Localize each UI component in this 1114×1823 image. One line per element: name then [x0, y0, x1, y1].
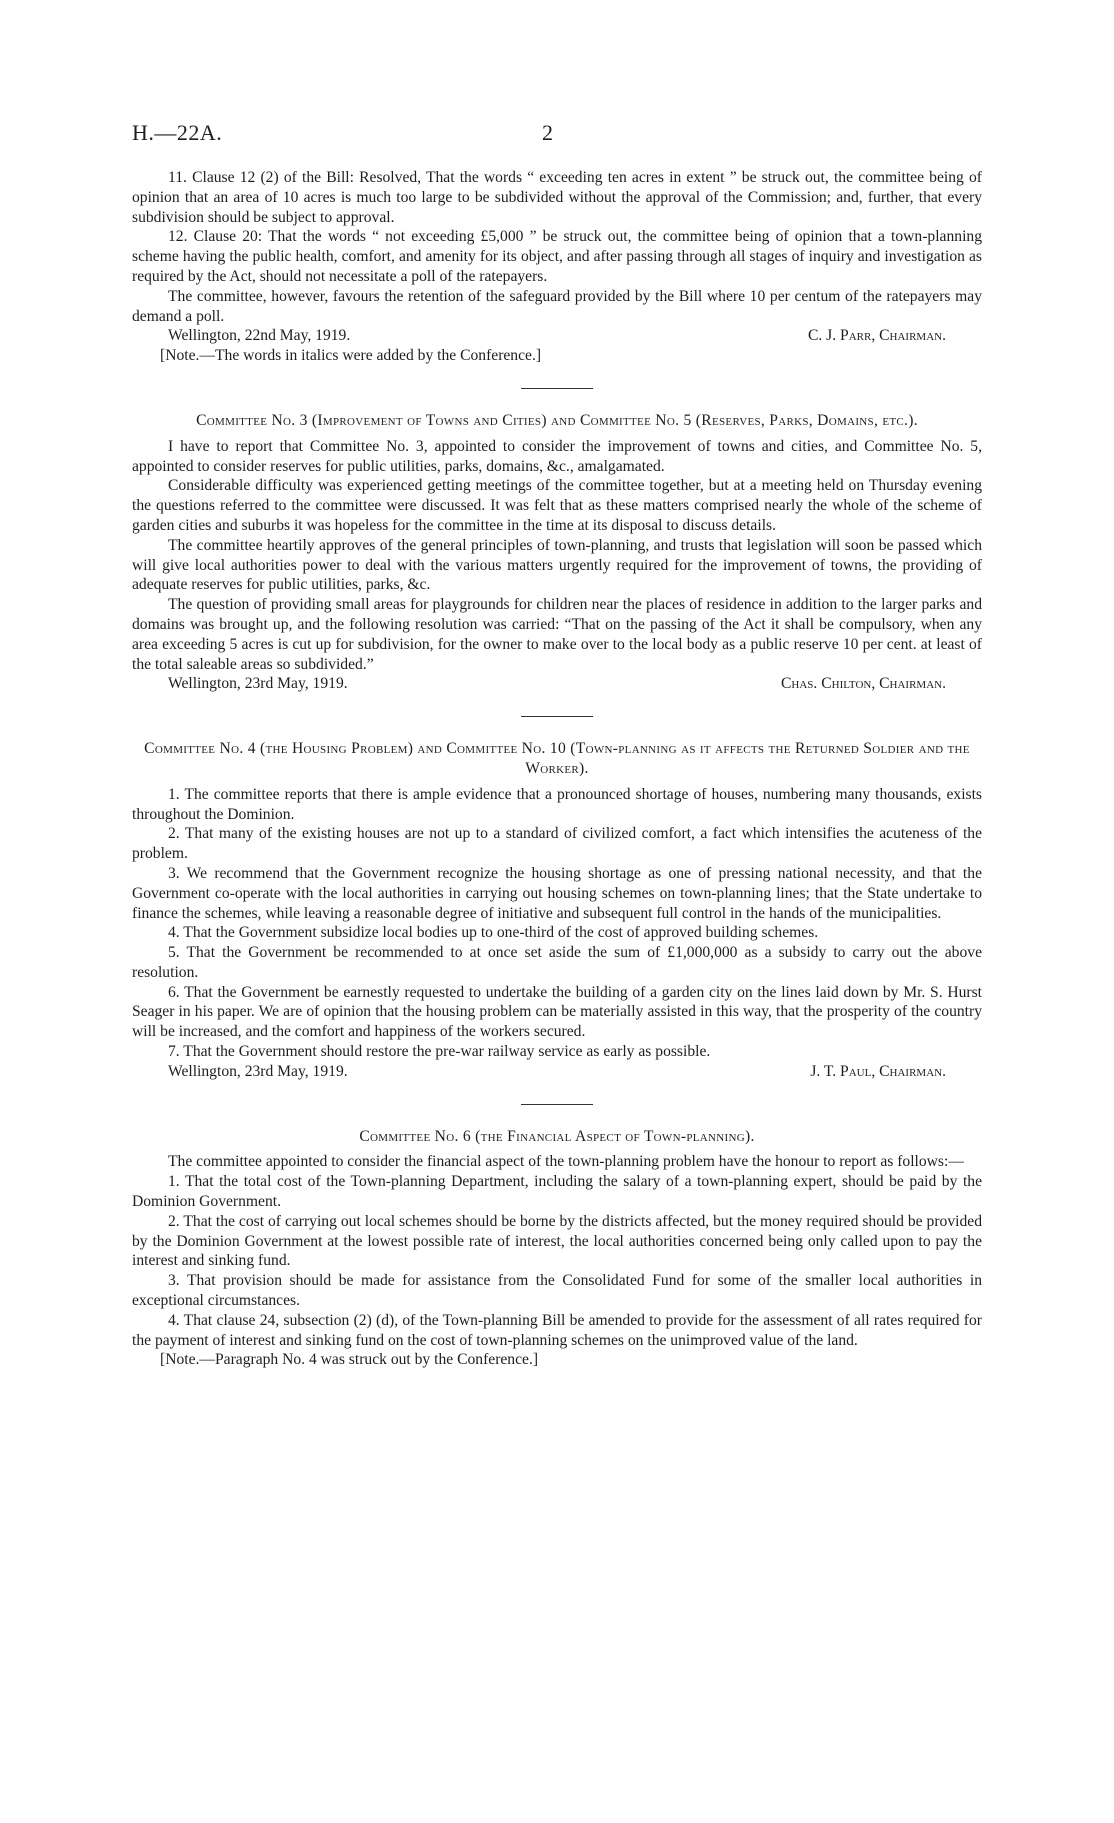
- section-committee-4-and-10: [132, 739, 982, 1082]
- section-committee-3-and-5: [132, 411, 982, 694]
- paragraph: 4. That clause 24, subsection (2) (d), of the Town-planning Bill be amended to provide for the assessment of all rates required for the payment of interest and sinking fund on the cost of town-planning schemes on the unimproved value of the land.: [132, 1311, 982, 1349]
- section-heading: Committee No. 4 (the Housing Problem) and Committee No. 10 (Town-planning as it affects the Returned Soldier and the Worker).: [144, 740, 970, 777]
- paragraph: 7. That the Government should restore the pre-war railway service as early as possible.: [168, 1043, 711, 1061]
- paragraph: The question of providing small areas for playgrounds for children near the places of residence in addition to the larger parks and domains was brought up, and the following resolution was carried: “That on the passing of the Act it shall be compulsory, when any area exceeding 5 acres is cut up for subdivision, for the owner to make over to the local body as a public reserve 10 per cent. at least of the total saleable areas so subdivided.”: [132, 596, 982, 673]
- signature-line: [132, 1062, 982, 1082]
- paragraph: I have to report that Committee No. 3, appointed to consider the improvement of towns and cities, and Committee No. 5, appointed to consider reserves for public utilities, parks, domains, &c., amalgamated.: [132, 437, 982, 475]
- paragraph: Considerable difficulty was experienced getting meetings of the committee together, but at a meeting held on Thursday evening the questions referred to the committee were discussed. It was felt that as these matters comprised nearly the whole of the scheme of garden cities and suburbs it was hopeless for the committee in the time at its disposal to discuss details.: [132, 477, 982, 534]
- paragraph: 1. The committee reports that there is ample evidence that a pronounced shortage of houses, numbering many thousands, exists throughout the Dominion.: [132, 785, 982, 823]
- page-number: 2: [542, 120, 553, 145]
- signature-place-date: Wellington, 23rd May, 1919.: [168, 675, 348, 693]
- editorial-note: [Note.—Paragraph No. 4 was struck out by the Conference.]: [160, 1351, 539, 1369]
- section-divider: [521, 1104, 593, 1105]
- paragraph: 3. That provision should be made for assistance from the Consolidated Fund for some of the smaller local authorities in exceptional circumstances.: [132, 1272, 982, 1310]
- document-code: H.—22A.: [132, 120, 223, 145]
- paragraph: 1. That the total cost of the Town-planning Department, including the salary of a town-planning expert, should be paid by the Dominion Government.: [132, 1173, 982, 1211]
- paragraph-clause-12-2: 11. Clause 12 (2) of the Bill: Resolved, That the words “ exceeding ten acres in extent ” be struck out, the committee being of opinion that an area of 10 acres is much too large to be subdivided without the approval of the Commission; and, further, that every subdivision should be subject to approval.: [132, 169, 982, 226]
- paragraph: 5. That the Government be recommended to at once set aside the sum of £1,000,000 as a subsidy to carry out the above resolution.: [132, 944, 982, 981]
- section-committee-6: [132, 1127, 982, 1371]
- paragraph: 4. That the Government subsidize local bodies up to one-third of the cost of approved building schemes.: [168, 924, 819, 942]
- signature-line: [132, 326, 982, 346]
- signature-line: [132, 674, 982, 694]
- signature-place-date: Wellington, 23rd May, 1919.: [168, 1062, 348, 1080]
- section-divider: [521, 716, 593, 717]
- section-heading: Committee No. 6 (the Financial Aspect of Town-planning).: [359, 1127, 755, 1145]
- signature-chairman: Chas. Chilton, Chairman.: [781, 675, 946, 693]
- page-header: [132, 120, 982, 150]
- section-heading: Committee No. 3 (Improvement of Towns and Cities) and Committee No. 5 (Reserves, Parks, Domains, etc.).: [196, 411, 918, 429]
- paragraph-clause-20: 12. Clause 20: That the words “ not exceeding £5,000 ” be struck out, the committee being of opinion that a town-planning scheme having the public health, comfort, and amenity for its object, and after passing through all stages of inquiry and investigation as required by the Act, should not necessitate a poll of the ratepayers.: [132, 228, 982, 285]
- page-content: [132, 168, 982, 1370]
- signature-place-date: Wellington, 22nd May, 1919.: [168, 327, 351, 345]
- signature-chairman: J. T. Paul, Chairman.: [810, 1062, 946, 1080]
- signature-chairman: C. J. Parr, Chairman.: [807, 327, 946, 345]
- editorial-note: [Note.—The words in italics were added by the Conference.]: [160, 347, 542, 365]
- paragraph: 3. We recommend that the Government recognize the housing shortage as one of pressing national necessity, and that the Government co-operate with the local authorities in carrying out housing schemes on town-planning lines; that the State undertake to finance the schemes, while leaving a reasonable degree of initiative and subsequent full control in the hands of the municipalities.: [132, 864, 982, 922]
- paragraph: 2. That the cost of carrying out local schemes should be borne by the districts affected, but the money required should be provided by the Dominion Government at the lowest possible rate of interest, the local authorities concerned being only called upon to pay the interest and sinking fund.: [132, 1212, 982, 1270]
- section-divider: [521, 388, 593, 389]
- section-committee-continuation: [132, 168, 982, 366]
- paragraph-safeguard: The committee, however, favours the retention of the safeguard provided by the Bill where 10 per centum of the ratepayers may demand a poll.: [132, 287, 982, 325]
- paragraph: 2. That many of the existing houses are not up to a standard of civilized comfort, a fact which intensifies the acuteness of the problem.: [132, 825, 982, 863]
- paragraph: The committee heartily approves of the general principles of town-planning, and trusts that legislation will soon be passed which will give local authorities power to deal with the various matters urgently required for the improvement of towns, the providing of adequate reserves for public utilities, parks, &c.: [132, 536, 982, 594]
- paragraph: 6. That the Government be earnestly requested to undertake the building of a garden city on the lines laid down by Mr. S. Hurst Seager in his paper. We are of opinion that the housing problem can be materially assisted in this way, that the prosperity of the country will be increased, and the comfort and happiness of the workers secured.: [132, 983, 982, 1041]
- paragraph: The committee appointed to consider the financial aspect of the town-planning problem have the honour to report as follows:—: [168, 1153, 964, 1171]
